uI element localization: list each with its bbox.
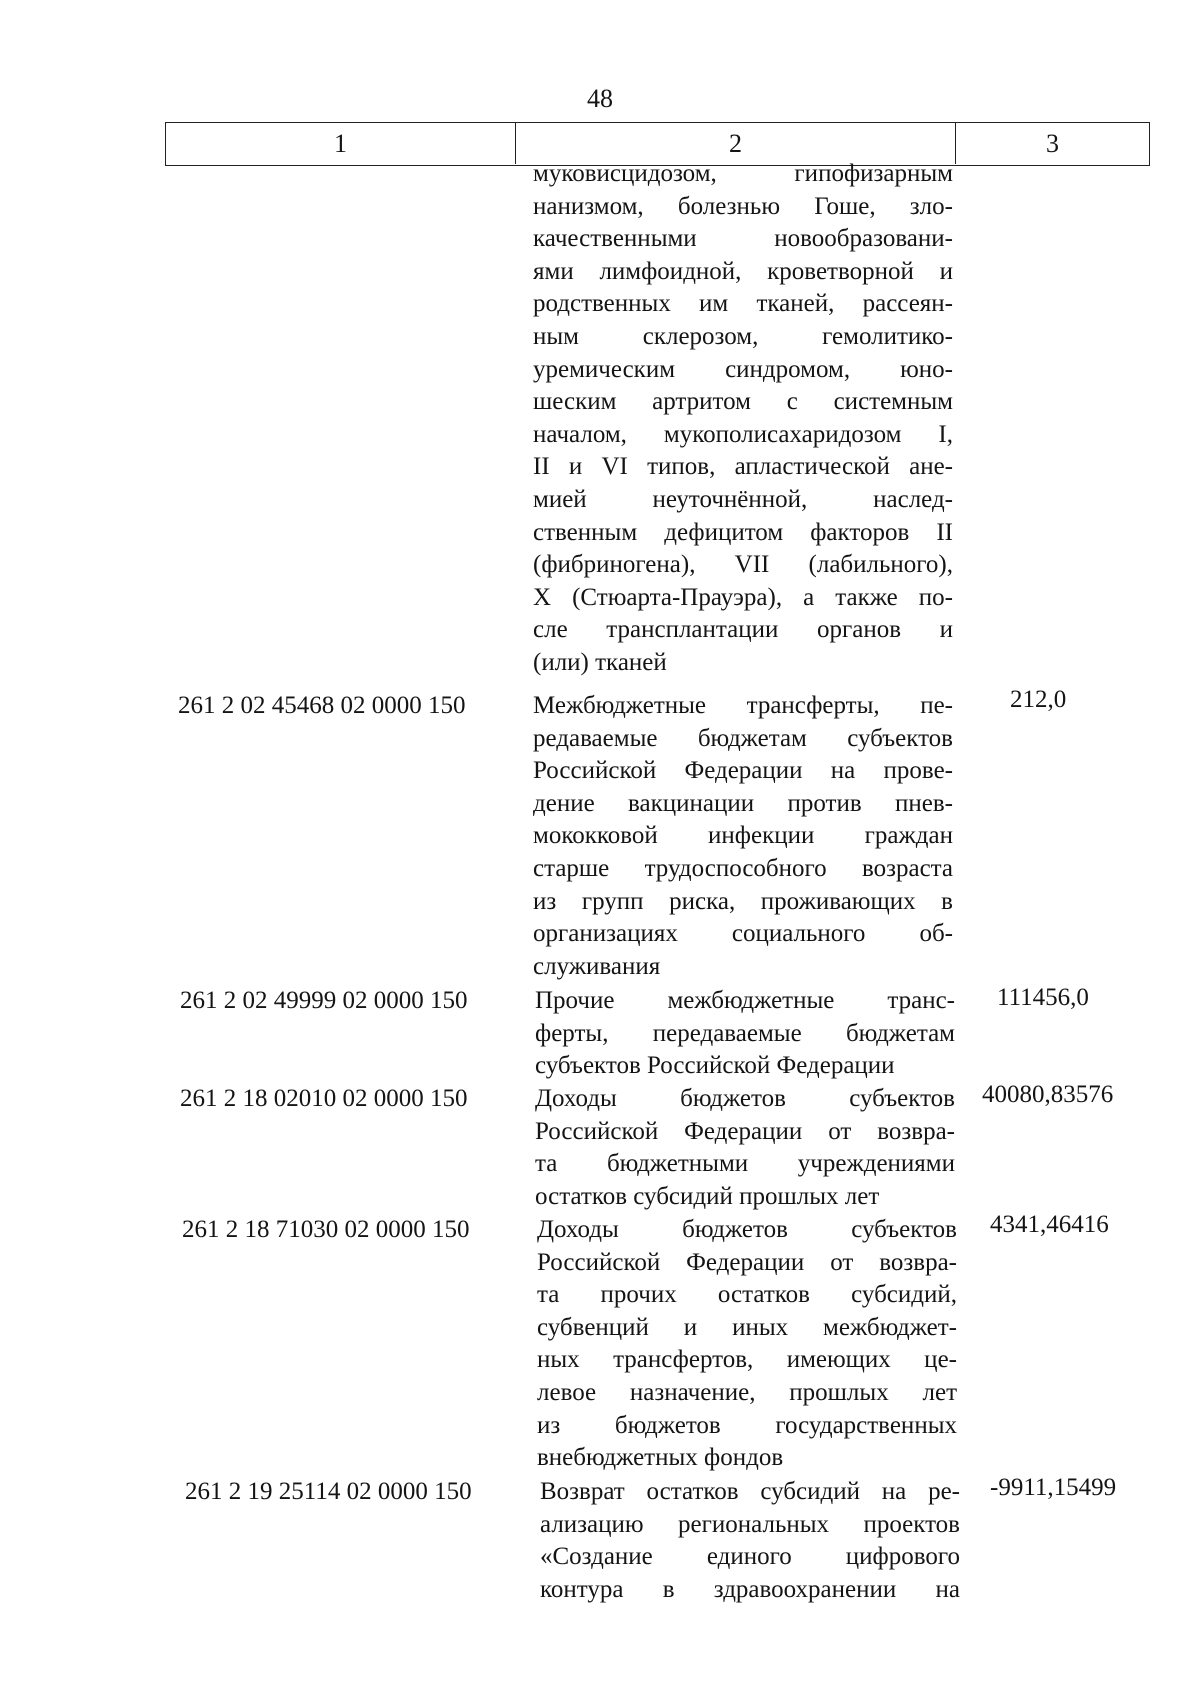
text-line: та прочих остатков субсидий, <box>537 1281 957 1309</box>
text-line: Доходы бюджетов субъектов <box>535 1085 955 1112</box>
text-line: контура в здравоохранении на <box>540 1575 960 1603</box>
text-line: родственных им тканей, рассеян- <box>533 290 953 318</box>
text-line: муковисцидозом, гипофизарным <box>533 160 953 187</box>
text-line: Возврат остатков субсидий на ре- <box>540 1478 960 1505</box>
row-description <box>535 1083 955 1213</box>
row-code: 261 2 02 45468 02 0000 150 <box>178 692 466 719</box>
row-amount: 40080,83576 <box>982 1081 1114 1108</box>
header-col-2: 2 <box>516 123 956 164</box>
row-code: 261 2 18 71030 02 0000 150 <box>182 1216 470 1243</box>
text-line: «Создание единого цифрового <box>540 1543 960 1571</box>
text-line: субъектов Российской Федерации <box>535 1052 895 1080</box>
text-line: внебюджетных фондов <box>537 1444 784 1472</box>
text-line: ями лимфоидной, кроветворной и <box>533 257 953 285</box>
text-line: Российской Федерации на прове- <box>533 757 953 785</box>
text-line: шеским артритом с системным <box>533 388 953 416</box>
text-line: Доходы бюджетов субъектов <box>537 1216 957 1243</box>
text-line: редаваемые бюджетам субъектов <box>533 724 953 752</box>
text-line: (или) тканей <box>533 648 667 676</box>
row-amount: 111456,0 <box>997 984 1089 1011</box>
row-description <box>535 985 955 1083</box>
text-line: ных трансфертов, имеющих це- <box>537 1346 957 1374</box>
text-line: из групп риска, проживающих в <box>533 887 953 915</box>
row-description <box>537 1214 957 1475</box>
text-line: Прочие межбюджетные транс- <box>535 987 955 1014</box>
text-line: организациях социального об- <box>533 920 953 948</box>
text-line: началом, мукополисахаридозом I, <box>533 420 953 448</box>
text-line: качественными новообразовани- <box>533 225 953 253</box>
header-col-3: 3 <box>1046 128 1059 158</box>
row-amount: -9911,15499 <box>990 1474 1117 1501</box>
continuation-text <box>533 158 953 680</box>
text-line: остатков субсидий прошлых лет <box>535 1182 880 1210</box>
text-line: сле трансплантации органов и <box>533 616 953 644</box>
text-line: X (Стюарта-Прауэра), а также по- <box>533 583 953 611</box>
text-line: нанизмом, болезнью Гоше, зло- <box>533 192 953 220</box>
text-line: ственным дефицитом факторов II <box>533 518 953 546</box>
text-line: дение вакцинации против пнев- <box>533 789 953 817</box>
text-line: субвенций и иных межбюджет- <box>537 1313 957 1341</box>
row-code: 261 2 19 25114 02 0000 150 <box>185 1478 472 1505</box>
text-line: левое назначение, прошлых лет <box>537 1378 957 1406</box>
row-code: 261 2 02 49999 02 0000 150 <box>180 987 468 1014</box>
page-number: 48 <box>587 84 613 113</box>
text-line: та бюджетными учреждениями <box>535 1150 955 1178</box>
row-code: 261 2 18 02010 02 0000 150 <box>180 1085 468 1112</box>
text-line: ализацию региональных проектов <box>540 1510 960 1538</box>
row-description <box>533 690 953 983</box>
row-amount: 212,0 <box>1010 686 1067 713</box>
text-line: ферты, передаваемые бюджетам <box>535 1019 955 1047</box>
text-line: Российской Федерации от возвра- <box>535 1117 955 1145</box>
text-line: старше трудоспособного возраста <box>533 854 953 882</box>
text-line: мококковой инфекции граждан <box>533 822 953 850</box>
text-line: Российской Федерации от возвра- <box>537 1248 957 1276</box>
row-description <box>540 1476 960 1606</box>
text-line: из бюджетов государственных <box>537 1411 957 1439</box>
text-line: ным склерозом, гемолитико- <box>533 322 953 350</box>
text-line: мией неуточнённой, наслед- <box>533 485 953 513</box>
text-line: уремическим синдромом, юно- <box>533 355 953 383</box>
text-line: Межбюджетные трансферты, пе- <box>533 692 953 719</box>
text-line: II и VI типов, апластической ане- <box>533 453 953 481</box>
text-line: (фибриногена), VII (лабильного), <box>533 551 953 579</box>
header-col-1: 1 <box>166 123 516 164</box>
text-line: служивания <box>533 952 661 980</box>
row-amount: 4341,46416 <box>990 1211 1109 1238</box>
